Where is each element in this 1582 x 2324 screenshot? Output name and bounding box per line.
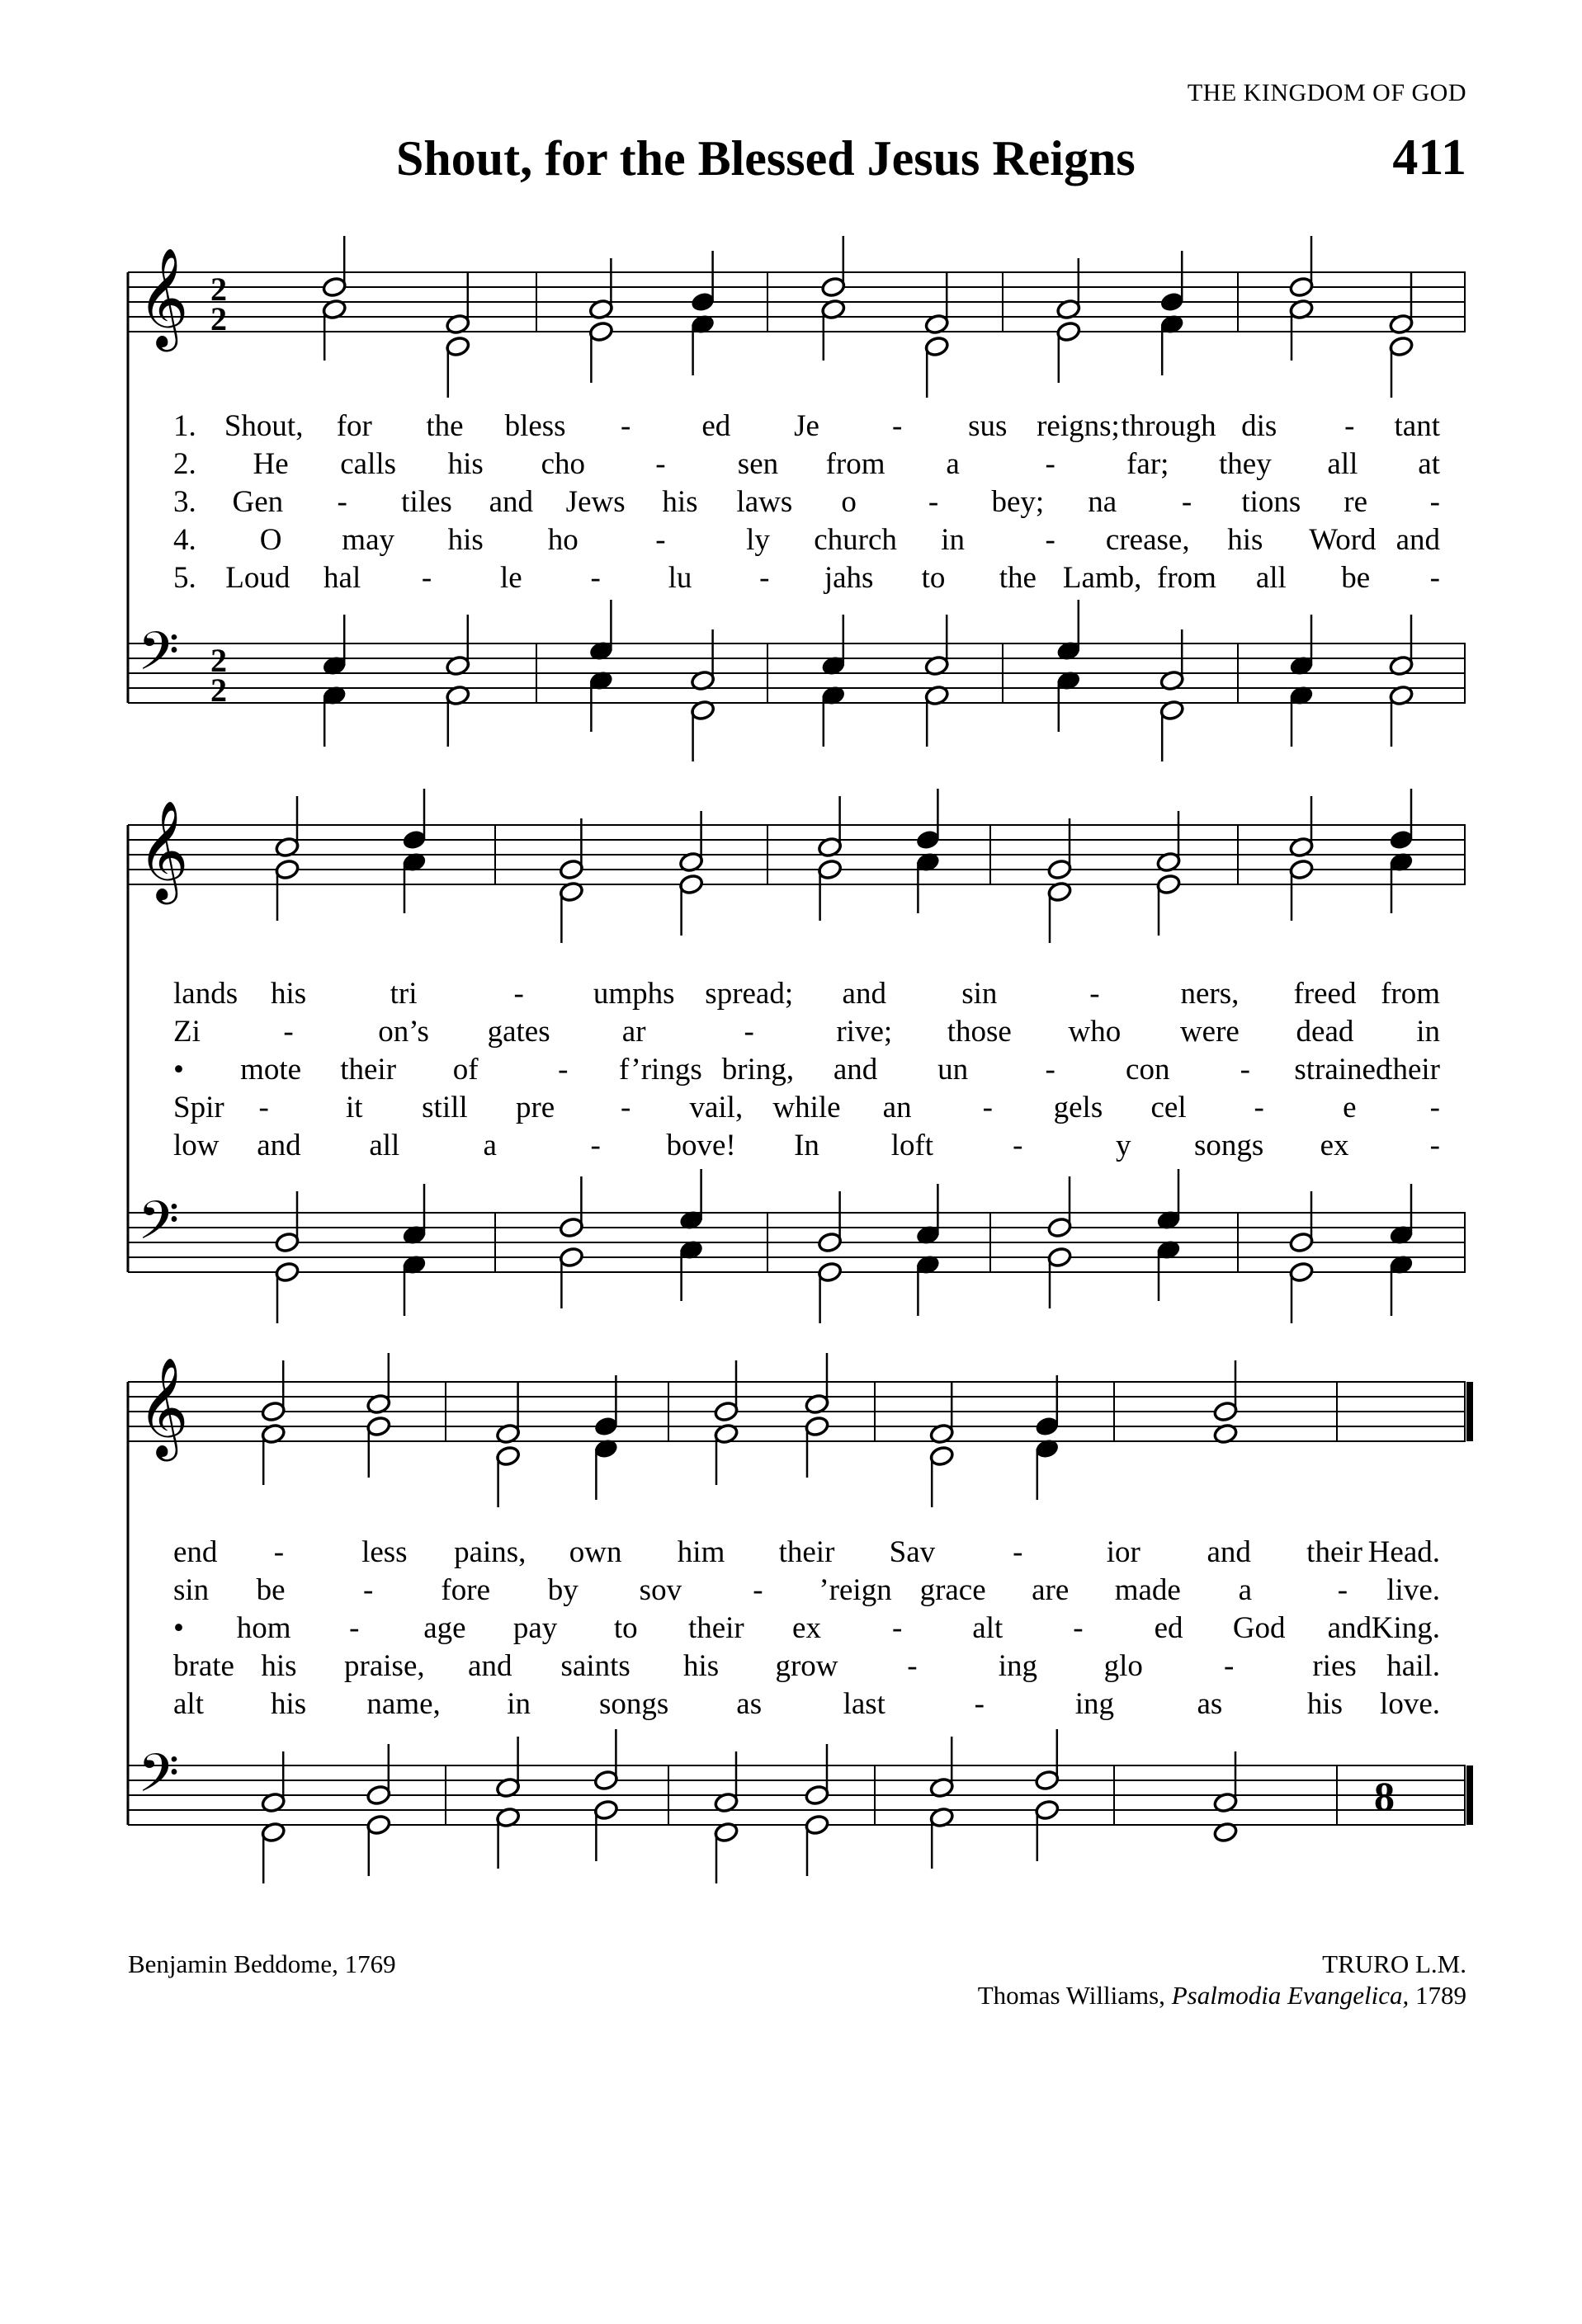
lyric-syllable: for bbox=[336, 409, 372, 443]
lyric-syllable: sin bbox=[961, 977, 998, 1011]
lyric-syllable: while bbox=[772, 1091, 841, 1124]
lyric-syllable: pre bbox=[515, 1091, 555, 1124]
lyric-syllable: from bbox=[825, 447, 885, 481]
lyric-syllable: from bbox=[1157, 561, 1216, 595]
lyric-syllable: and bbox=[468, 1649, 512, 1683]
lyric-syllable: far; bbox=[1126, 447, 1169, 481]
lyric-syllable: Shout, bbox=[224, 409, 304, 443]
lyric-syllable: sov bbox=[639, 1573, 682, 1607]
lyric-syllable: King. bbox=[1371, 1611, 1440, 1645]
lyric-syllable: all bbox=[369, 1129, 400, 1162]
lyric-syllable: - bbox=[1429, 1091, 1440, 1124]
lyric-syllable: alt bbox=[972, 1611, 1004, 1645]
lyric-syllable: low bbox=[173, 1129, 220, 1162]
lyric-syllable: Je bbox=[794, 409, 819, 443]
lyric-syllable: - bbox=[621, 1091, 631, 1124]
lyric-syllable: - bbox=[337, 485, 347, 519]
lyric-syllable: to bbox=[921, 561, 946, 595]
lyric-syllable: age bbox=[423, 1611, 466, 1645]
lyric-syllable: - bbox=[1045, 1053, 1055, 1087]
lyric-syllable: a bbox=[946, 447, 960, 481]
lyric-syllable: their bbox=[1306, 1535, 1362, 1569]
lyric-syllable: na bbox=[1088, 485, 1117, 519]
lyric-syllable: • bbox=[173, 1611, 184, 1645]
lyric-syllable: hal bbox=[323, 561, 361, 595]
lyric-syllable: ho bbox=[547, 523, 578, 557]
lyric-syllable: bring, bbox=[721, 1053, 795, 1087]
lyric-syllable: in bbox=[941, 523, 965, 557]
lyric-syllable: ing bbox=[1074, 1687, 1114, 1721]
lyric-syllable: Gen bbox=[232, 485, 284, 519]
lyric-syllable: le bbox=[499, 561, 522, 595]
bass-clef: 𝄢 bbox=[138, 1743, 180, 1817]
lyric-syllable: ior bbox=[1106, 1535, 1140, 1569]
lyric-syllable: be bbox=[256, 1573, 286, 1607]
lyric-syllable: - bbox=[1045, 447, 1055, 481]
lyric-syllable: tiles bbox=[401, 485, 452, 519]
lyric-syllable: 2. bbox=[173, 447, 196, 481]
lyric-syllable: last bbox=[843, 1687, 885, 1721]
lyric-syllable: strained bbox=[1294, 1053, 1391, 1087]
hymn-title: Shout, for the Blessed Jesus Reigns bbox=[396, 131, 1136, 186]
lyric-syllable: and bbox=[1395, 523, 1440, 557]
lyric-syllable: 4. bbox=[173, 523, 196, 557]
lyric-syllable: live. bbox=[1386, 1573, 1440, 1607]
lyric-syllable: still bbox=[422, 1091, 468, 1124]
lyric-syllable: his bbox=[682, 1649, 720, 1683]
lyric-syllable: sin bbox=[173, 1573, 210, 1607]
lyric-syllable: - bbox=[1240, 1053, 1251, 1087]
time-signature-top: 2 bbox=[210, 271, 227, 308]
lyric-syllable: God bbox=[1232, 1611, 1286, 1645]
lyric-syllable: Spir bbox=[173, 1091, 224, 1124]
lyric-syllable: Word bbox=[1309, 523, 1377, 557]
lyric-syllable: their bbox=[778, 1535, 835, 1569]
lyric-syllable: glo bbox=[1103, 1649, 1143, 1683]
composer-source: Psalmodia Evangelica, bbox=[1171, 1981, 1410, 2010]
lyric-syllable: brate bbox=[173, 1649, 234, 1683]
lyric-syllable: - bbox=[1429, 561, 1440, 595]
lyric-syllable: laws bbox=[736, 485, 793, 519]
lyric-syllable: - bbox=[1254, 1091, 1264, 1124]
lyric-syllable: - bbox=[1181, 485, 1192, 519]
lyric-syllable: name, bbox=[366, 1687, 441, 1721]
lyric-syllable: - bbox=[974, 1687, 985, 1721]
lyric-syllable: - bbox=[1013, 1535, 1023, 1569]
lyric-syllable: may bbox=[342, 523, 394, 557]
lyric-syllable: the bbox=[999, 561, 1037, 595]
lyric-syllable: - bbox=[753, 1573, 763, 1607]
lyric-syllable: Jews bbox=[565, 485, 626, 519]
lyric-syllable: - bbox=[362, 1573, 374, 1607]
lyric-syllable: ed bbox=[701, 409, 731, 443]
lyric-syllable: his bbox=[447, 447, 484, 481]
lyric-syllable: 5. bbox=[173, 561, 196, 595]
lyric-syllable: fore bbox=[441, 1573, 491, 1607]
lyric-syllable: calls bbox=[340, 447, 397, 481]
lyric-syllable: - bbox=[744, 1015, 754, 1049]
bass-clef: 𝄢 bbox=[138, 1190, 180, 1265]
lyric-syllable: at bbox=[1418, 447, 1440, 481]
lyric-syllable: - bbox=[928, 485, 939, 519]
lyric-syllable: and bbox=[489, 485, 534, 519]
lyric-syllable: ar bbox=[621, 1015, 646, 1049]
text-credit: Benjamin Beddome, 1769 bbox=[128, 1949, 396, 1978]
lyric-syllable: their bbox=[340, 1053, 397, 1087]
treble-clef: 𝄞 bbox=[138, 247, 189, 347]
lyric-syllable: pains, bbox=[454, 1535, 527, 1569]
lyric-syllable: by bbox=[547, 1573, 578, 1607]
lyric-syllable: ’reign bbox=[819, 1573, 892, 1607]
lyric-syllable: Sav bbox=[889, 1535, 936, 1569]
lyric-syllable: - bbox=[1344, 409, 1355, 443]
lyric-syllable: crease, bbox=[1105, 523, 1190, 557]
lyric-syllable: and bbox=[833, 1053, 878, 1087]
lyric-syllable: alt bbox=[173, 1687, 204, 1721]
lyric-syllable: O bbox=[259, 523, 282, 557]
lyric-syllable: his bbox=[270, 977, 307, 1011]
time-signature-bottom: 2 bbox=[210, 300, 227, 337]
lyric-syllable: his bbox=[261, 1649, 297, 1683]
section-label: THE KINGDOM OF GOD bbox=[1187, 79, 1466, 106]
lyric-syllable: and bbox=[842, 977, 886, 1011]
lyric-syllable: reigns; bbox=[1037, 409, 1120, 443]
lyric-syllable: - bbox=[258, 1091, 269, 1124]
lyric-syllable: - bbox=[1013, 1129, 1023, 1162]
lyric-syllable: - bbox=[590, 1129, 601, 1162]
lyric-syllable: - bbox=[907, 1649, 918, 1683]
lyric-syllable: dis bbox=[1241, 409, 1277, 443]
lyric-syllable: church bbox=[814, 523, 897, 557]
lyric-syllable: ners, bbox=[1180, 977, 1240, 1011]
lyric-syllable: as bbox=[736, 1687, 763, 1721]
lyric-syllable: gels bbox=[1053, 1091, 1103, 1124]
lyric-syllable: loft bbox=[890, 1129, 934, 1162]
lyric-syllable: 3. bbox=[173, 485, 196, 519]
lyric-syllable: freed bbox=[1293, 977, 1357, 1011]
lyric-syllable: - bbox=[558, 1053, 569, 1087]
lyric-syllable: ed bbox=[1154, 1611, 1183, 1645]
lyric-syllable: • bbox=[173, 1053, 184, 1087]
lyric-syllable: - bbox=[1223, 1649, 1235, 1683]
lyric-syllable: - bbox=[891, 409, 903, 443]
lyric-syllable: - bbox=[1337, 1573, 1348, 1607]
lyric-syllable: y bbox=[1116, 1129, 1131, 1162]
lyric-syllable: him bbox=[677, 1535, 725, 1569]
lyric-syllable: and bbox=[1327, 1611, 1372, 1645]
lyric-syllable: all bbox=[1327, 447, 1358, 481]
lyric-syllable: tant bbox=[1394, 409, 1440, 443]
lyric-syllable: a bbox=[1238, 1573, 1253, 1607]
lyric-syllable: re bbox=[1344, 485, 1368, 519]
treble-clef: 𝄞 bbox=[138, 1356, 189, 1457]
lyric-syllable: less bbox=[361, 1535, 408, 1569]
lyric-syllable: 1. bbox=[173, 409, 196, 443]
lyric-syllable: spread; bbox=[705, 977, 794, 1011]
lyric-syllable: gates bbox=[487, 1015, 550, 1049]
lyric-syllable: the bbox=[426, 409, 464, 443]
lyric-syllable: hom bbox=[236, 1611, 291, 1645]
lyric-syllable: lu bbox=[668, 561, 692, 595]
lyric-syllable: Lamb, bbox=[1062, 561, 1142, 595]
lyric-syllable: and bbox=[1207, 1535, 1251, 1569]
lyric-syllable: sus bbox=[968, 409, 1008, 443]
lyric-syllable: were bbox=[1179, 1015, 1240, 1049]
lyric-syllable: vail, bbox=[689, 1091, 744, 1124]
lyric-syllable: made bbox=[1114, 1573, 1181, 1607]
lyric-syllable: through bbox=[1121, 409, 1216, 443]
lyric-syllable: praise, bbox=[344, 1649, 425, 1683]
lyric-syllable: who bbox=[1068, 1015, 1122, 1049]
lyric-syllable: they bbox=[1218, 447, 1272, 481]
lyric-syllable: - bbox=[590, 561, 601, 595]
lyric-syllable: his bbox=[1306, 1687, 1344, 1721]
time-signature-bottom: 2 bbox=[210, 672, 227, 709]
tune-composer bbox=[978, 1981, 1466, 2011]
lyric-syllable: o bbox=[841, 485, 857, 519]
lyric-syllable: hail. bbox=[1386, 1649, 1440, 1683]
hymn-number: 411 bbox=[1392, 130, 1466, 186]
lyric-syllable: all bbox=[1255, 561, 1287, 595]
lyric-syllable: - bbox=[1429, 1129, 1440, 1162]
composer-year: 1789 bbox=[1409, 1981, 1466, 2010]
lyric-syllable: as bbox=[1197, 1687, 1223, 1721]
lyric-syllable: those bbox=[947, 1015, 1012, 1049]
lyric-syllable: on’s bbox=[378, 1015, 429, 1049]
lyric-syllable: umphs bbox=[593, 977, 675, 1011]
composer-name: Thomas Williams, bbox=[977, 1981, 1172, 2010]
lyric-syllable: songs bbox=[1194, 1129, 1264, 1162]
bass-clef: 𝄢 bbox=[138, 621, 180, 695]
lyric-syllable: - bbox=[655, 447, 666, 481]
lyric-syllable: songs bbox=[599, 1687, 669, 1721]
lyric-syllable: - bbox=[1089, 977, 1100, 1011]
lyric-syllable: ex bbox=[792, 1611, 821, 1645]
lyric-syllable: He bbox=[253, 447, 289, 481]
lyric-syllable: - bbox=[1429, 485, 1440, 519]
lyric-syllable: f’rings bbox=[619, 1053, 702, 1087]
lyric-syllable: ly bbox=[746, 523, 770, 557]
lyric-syllable: Head. bbox=[1367, 1535, 1440, 1569]
lyric-syllable: Loud bbox=[225, 561, 290, 595]
lyric-syllable: his bbox=[270, 1687, 307, 1721]
lyric-syllable: bless bbox=[504, 409, 566, 443]
lyric-syllable: tions bbox=[1241, 485, 1301, 519]
lyric-syllable: his bbox=[447, 523, 484, 557]
lyric-syllable: their bbox=[687, 1611, 744, 1645]
lyric-syllable: in bbox=[1416, 1015, 1440, 1049]
lyric-syllable: - bbox=[621, 409, 631, 443]
lyric-syllable: ries bbox=[1312, 1649, 1357, 1683]
time-signature-top: 2 bbox=[210, 642, 227, 679]
lyric-syllable: own bbox=[569, 1535, 622, 1569]
lyric-syllable: grace bbox=[919, 1573, 986, 1607]
lyric-syllable: - bbox=[982, 1091, 993, 1124]
measure-rest-count: 8 bbox=[1374, 1773, 1395, 1819]
lyric-syllable: it bbox=[346, 1091, 363, 1124]
lyric-syllable: a bbox=[483, 1129, 497, 1162]
lyric-syllable: bove! bbox=[666, 1129, 736, 1162]
lyric-syllable: to bbox=[613, 1611, 638, 1645]
lyric-syllable: pay bbox=[512, 1611, 558, 1645]
lyric-syllable: - bbox=[273, 1535, 285, 1569]
lyric-syllable: - bbox=[891, 1611, 903, 1645]
lyric-syllable: their bbox=[1384, 1053, 1440, 1087]
lyric-syllable: - bbox=[421, 561, 432, 595]
lyric-syllable: cho bbox=[541, 447, 586, 481]
lyric-syllable: rive; bbox=[836, 1015, 893, 1049]
lyric-syllable: sen bbox=[737, 447, 779, 481]
lyric-syllable: are bbox=[1032, 1573, 1070, 1607]
lyric-syllable: from bbox=[1381, 977, 1440, 1011]
lyric-syllable: mote bbox=[240, 1053, 302, 1087]
lyric-syllable: ex bbox=[1320, 1129, 1349, 1162]
lyric-syllable: end bbox=[173, 1535, 218, 1569]
lyric-syllable: grow bbox=[775, 1649, 838, 1683]
lyric-syllable: - bbox=[349, 1611, 360, 1645]
lyric-syllable: be bbox=[1341, 561, 1371, 595]
lyric-syllable: in bbox=[507, 1687, 531, 1721]
lyric-syllable: and bbox=[257, 1129, 301, 1162]
lyric-syllable: saints bbox=[560, 1649, 630, 1683]
lyric-syllable: jahs bbox=[824, 561, 874, 595]
lyric-syllable: dead bbox=[1296, 1015, 1354, 1049]
lyric-syllable: e bbox=[1343, 1091, 1357, 1124]
tune-name: TRURO L.M. bbox=[1322, 1949, 1466, 1978]
lyric-syllable: lands bbox=[173, 977, 238, 1011]
lyric-syllable: of bbox=[452, 1053, 479, 1087]
lyric-syllable: - bbox=[513, 977, 524, 1011]
lyric-syllable: his bbox=[662, 485, 698, 519]
lyric-syllable: tri bbox=[390, 977, 418, 1011]
lyric-syllable: - bbox=[283, 1015, 294, 1049]
lyric-syllable: love. bbox=[1380, 1687, 1440, 1721]
lyric-syllable: - bbox=[1045, 523, 1055, 557]
lyric-syllable: In bbox=[794, 1129, 819, 1162]
lyric-syllable: - bbox=[1073, 1611, 1084, 1645]
lyric-syllable: ing bbox=[998, 1649, 1037, 1683]
lyric-syllable: un bbox=[937, 1053, 969, 1087]
lyric-syllable: Zi bbox=[173, 1015, 201, 1049]
lyric-syllable: his bbox=[1227, 523, 1263, 557]
lyric-syllable: bey; bbox=[991, 485, 1045, 519]
lyric-syllable: an bbox=[882, 1091, 912, 1124]
lyric-syllable: - bbox=[655, 523, 666, 557]
treble-clef: 𝄞 bbox=[138, 799, 189, 900]
lyric-syllable: con bbox=[1126, 1053, 1170, 1087]
lyric-syllable: cel bbox=[1150, 1091, 1187, 1124]
lyric-syllable: - bbox=[759, 561, 770, 595]
